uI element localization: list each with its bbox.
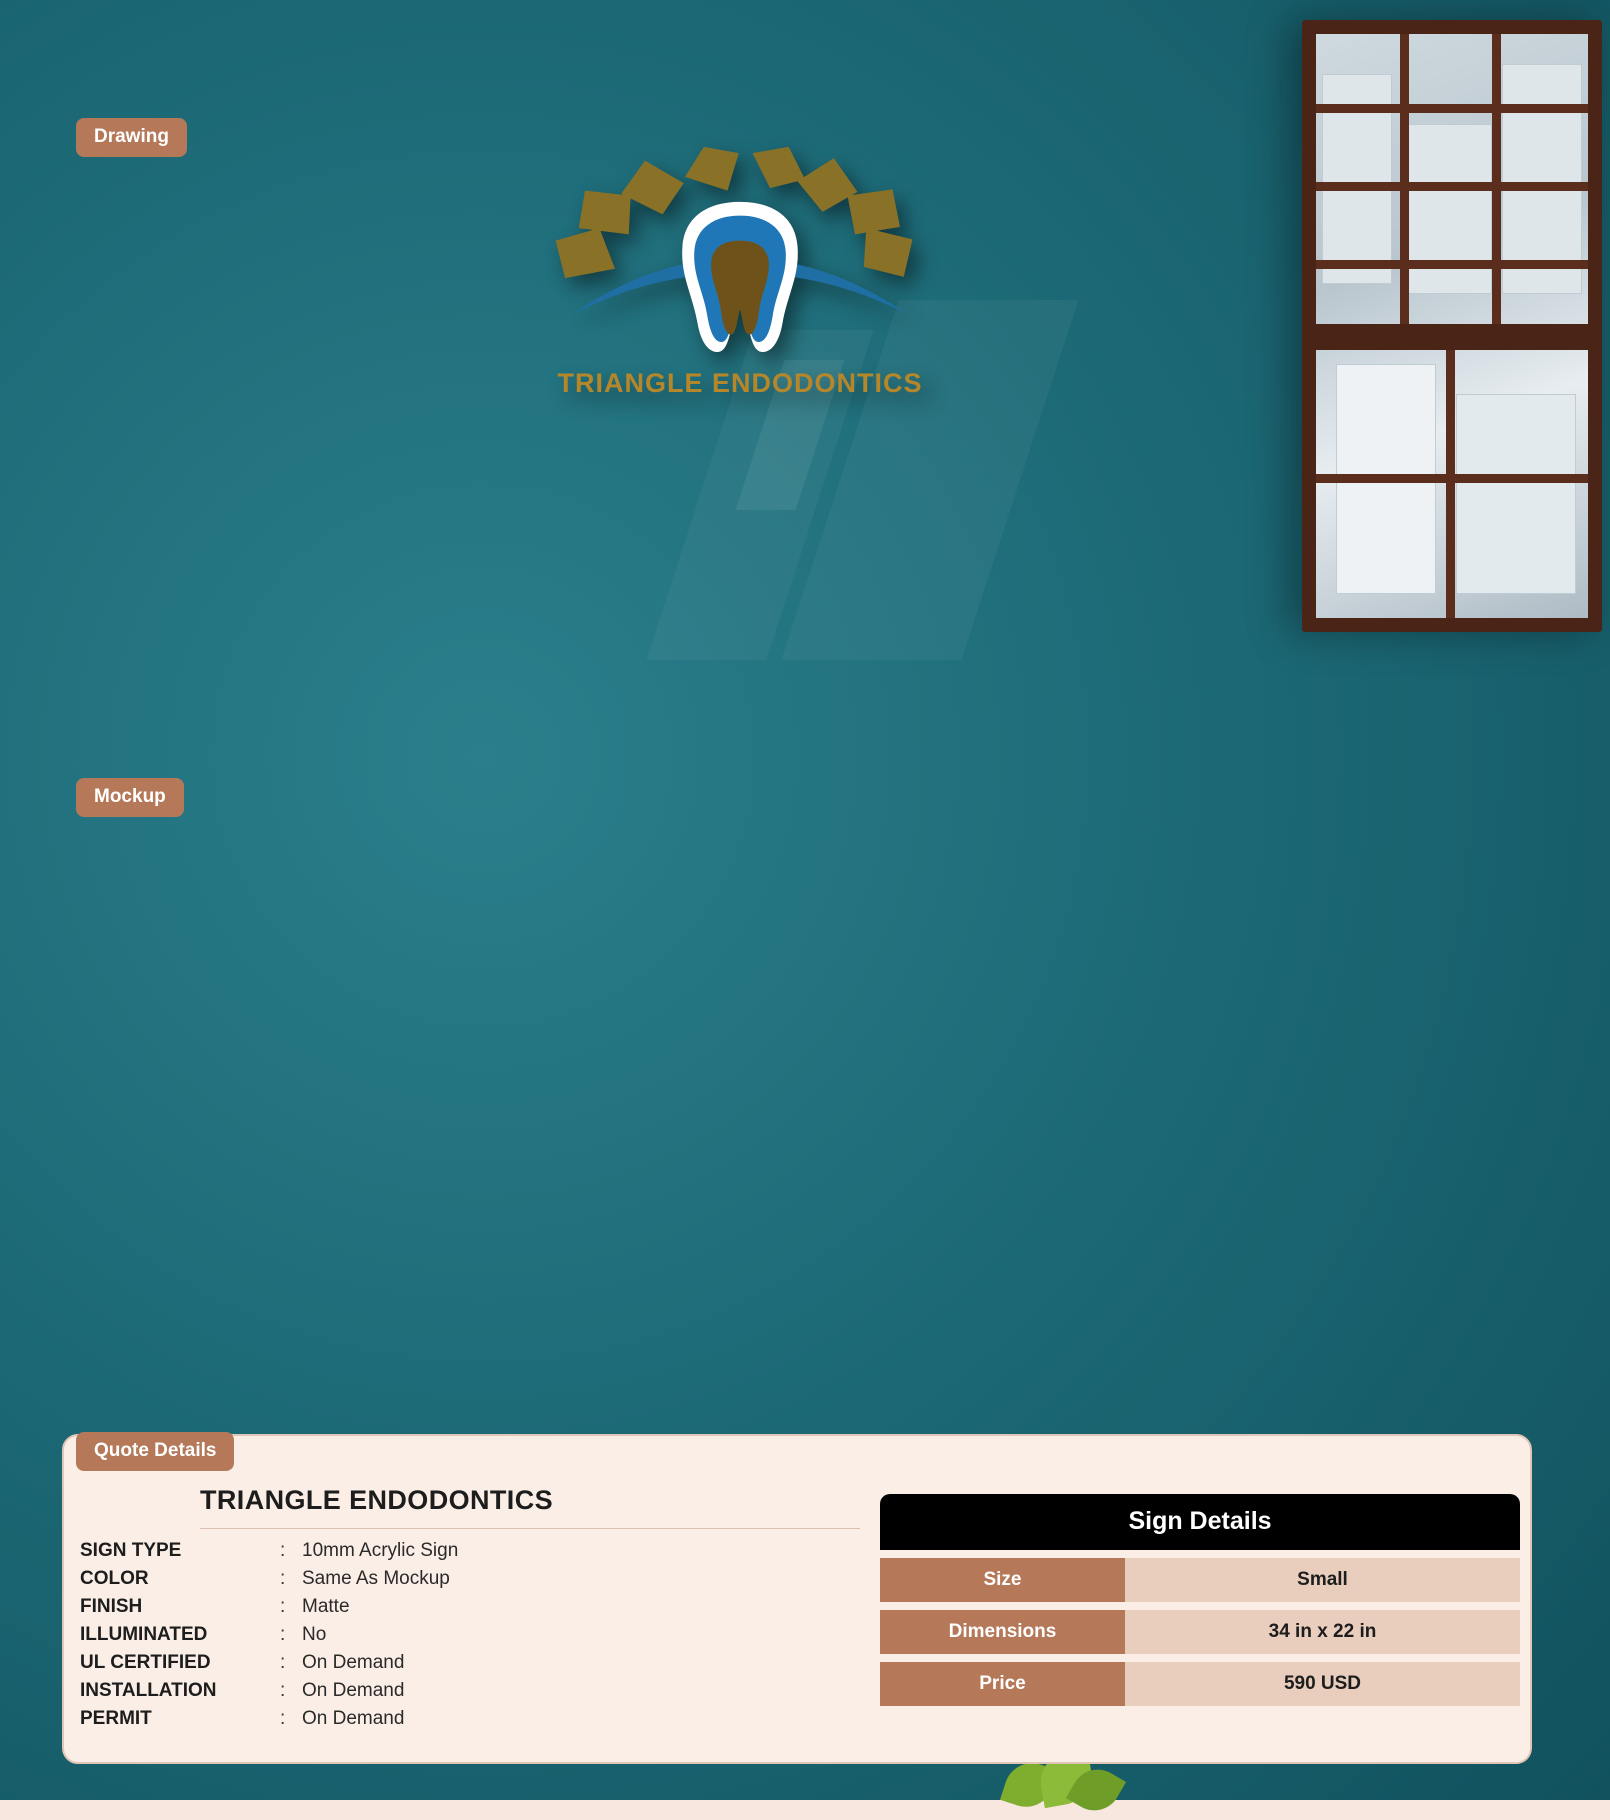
window <box>1302 20 1470 632</box>
spec-value: Same As Mockup <box>302 1568 450 1589</box>
mockup-logo-text: TRIANGLE ENDODONTICS <box>557 368 923 398</box>
sign-details-value: 34 in x 22 in <box>1125 1610 1520 1654</box>
window-building <box>1456 394 1470 594</box>
spec-key: SIGN TYPE <box>80 1540 182 1561</box>
spec-row <box>80 1680 800 1708</box>
window-mullion <box>1316 104 1470 113</box>
spec-row <box>80 1624 800 1652</box>
window-sash <box>1316 324 1470 350</box>
sign-details-key: Dimensions <box>880 1610 1125 1654</box>
sign-details-key: Price <box>880 1662 1125 1706</box>
mockup-panel <box>0 0 1470 650</box>
window-mullion <box>1400 34 1409 324</box>
spec-separator: : <box>280 1624 286 1645</box>
spec-separator: : <box>280 1680 286 1701</box>
spec-row <box>80 1596 800 1624</box>
spec-list <box>80 1540 800 1736</box>
spec-row <box>80 1652 800 1680</box>
spec-separator: : <box>280 1596 286 1617</box>
sign-details-table <box>880 1494 1520 1706</box>
sign-details-key: Size <box>880 1558 1125 1602</box>
company-name-divider <box>200 1528 860 1529</box>
tooth-logo-icon <box>540 130 940 370</box>
sign-details-value: 590 USD <box>1125 1662 1520 1706</box>
spec-key: ILLUMINATED <box>80 1624 208 1645</box>
mockup-logo <box>540 130 940 460</box>
sign-details-row <box>880 1558 1520 1602</box>
spec-key: COLOR <box>80 1568 149 1589</box>
sign-details-row <box>880 1662 1520 1706</box>
sign-details-title: Sign Details <box>880 1494 1520 1550</box>
spec-separator: : <box>280 1568 286 1589</box>
spec-key: INSTALLATION <box>80 1680 217 1701</box>
spec-separator: : <box>280 1652 286 1673</box>
company-name: TRIANGLE ENDODONTICS <box>200 1485 554 1515</box>
spec-key: FINISH <box>80 1596 143 1617</box>
window-mullion <box>1316 182 1470 191</box>
spec-separator: : <box>280 1708 286 1729</box>
spec-row <box>80 1708 800 1736</box>
spec-value: No <box>302 1624 327 1645</box>
spec-separator: : <box>280 1540 286 1561</box>
quote-details-tab: Quote Details <box>76 1432 234 1471</box>
spec-key: PERMIT <box>80 1708 152 1729</box>
spec-value: 10mm Acrylic Sign <box>302 1540 459 1561</box>
spec-value: Matte <box>302 1596 350 1617</box>
window-mullion <box>1446 350 1455 618</box>
drawing-section-tab: Drawing <box>76 118 187 157</box>
sign-details-row <box>880 1610 1520 1654</box>
window-mullion <box>1316 260 1470 269</box>
spec-row <box>80 1540 800 1568</box>
spec-key: UL CERTIFIED <box>80 1652 211 1673</box>
spec-value: On Demand <box>302 1680 405 1701</box>
spec-row <box>80 1568 800 1596</box>
spec-value: On Demand <box>302 1652 405 1673</box>
sign-details-value: Small <box>1125 1558 1520 1602</box>
mockup-section-tab: Mockup <box>76 778 184 817</box>
spec-value: On Demand <box>302 1708 405 1729</box>
